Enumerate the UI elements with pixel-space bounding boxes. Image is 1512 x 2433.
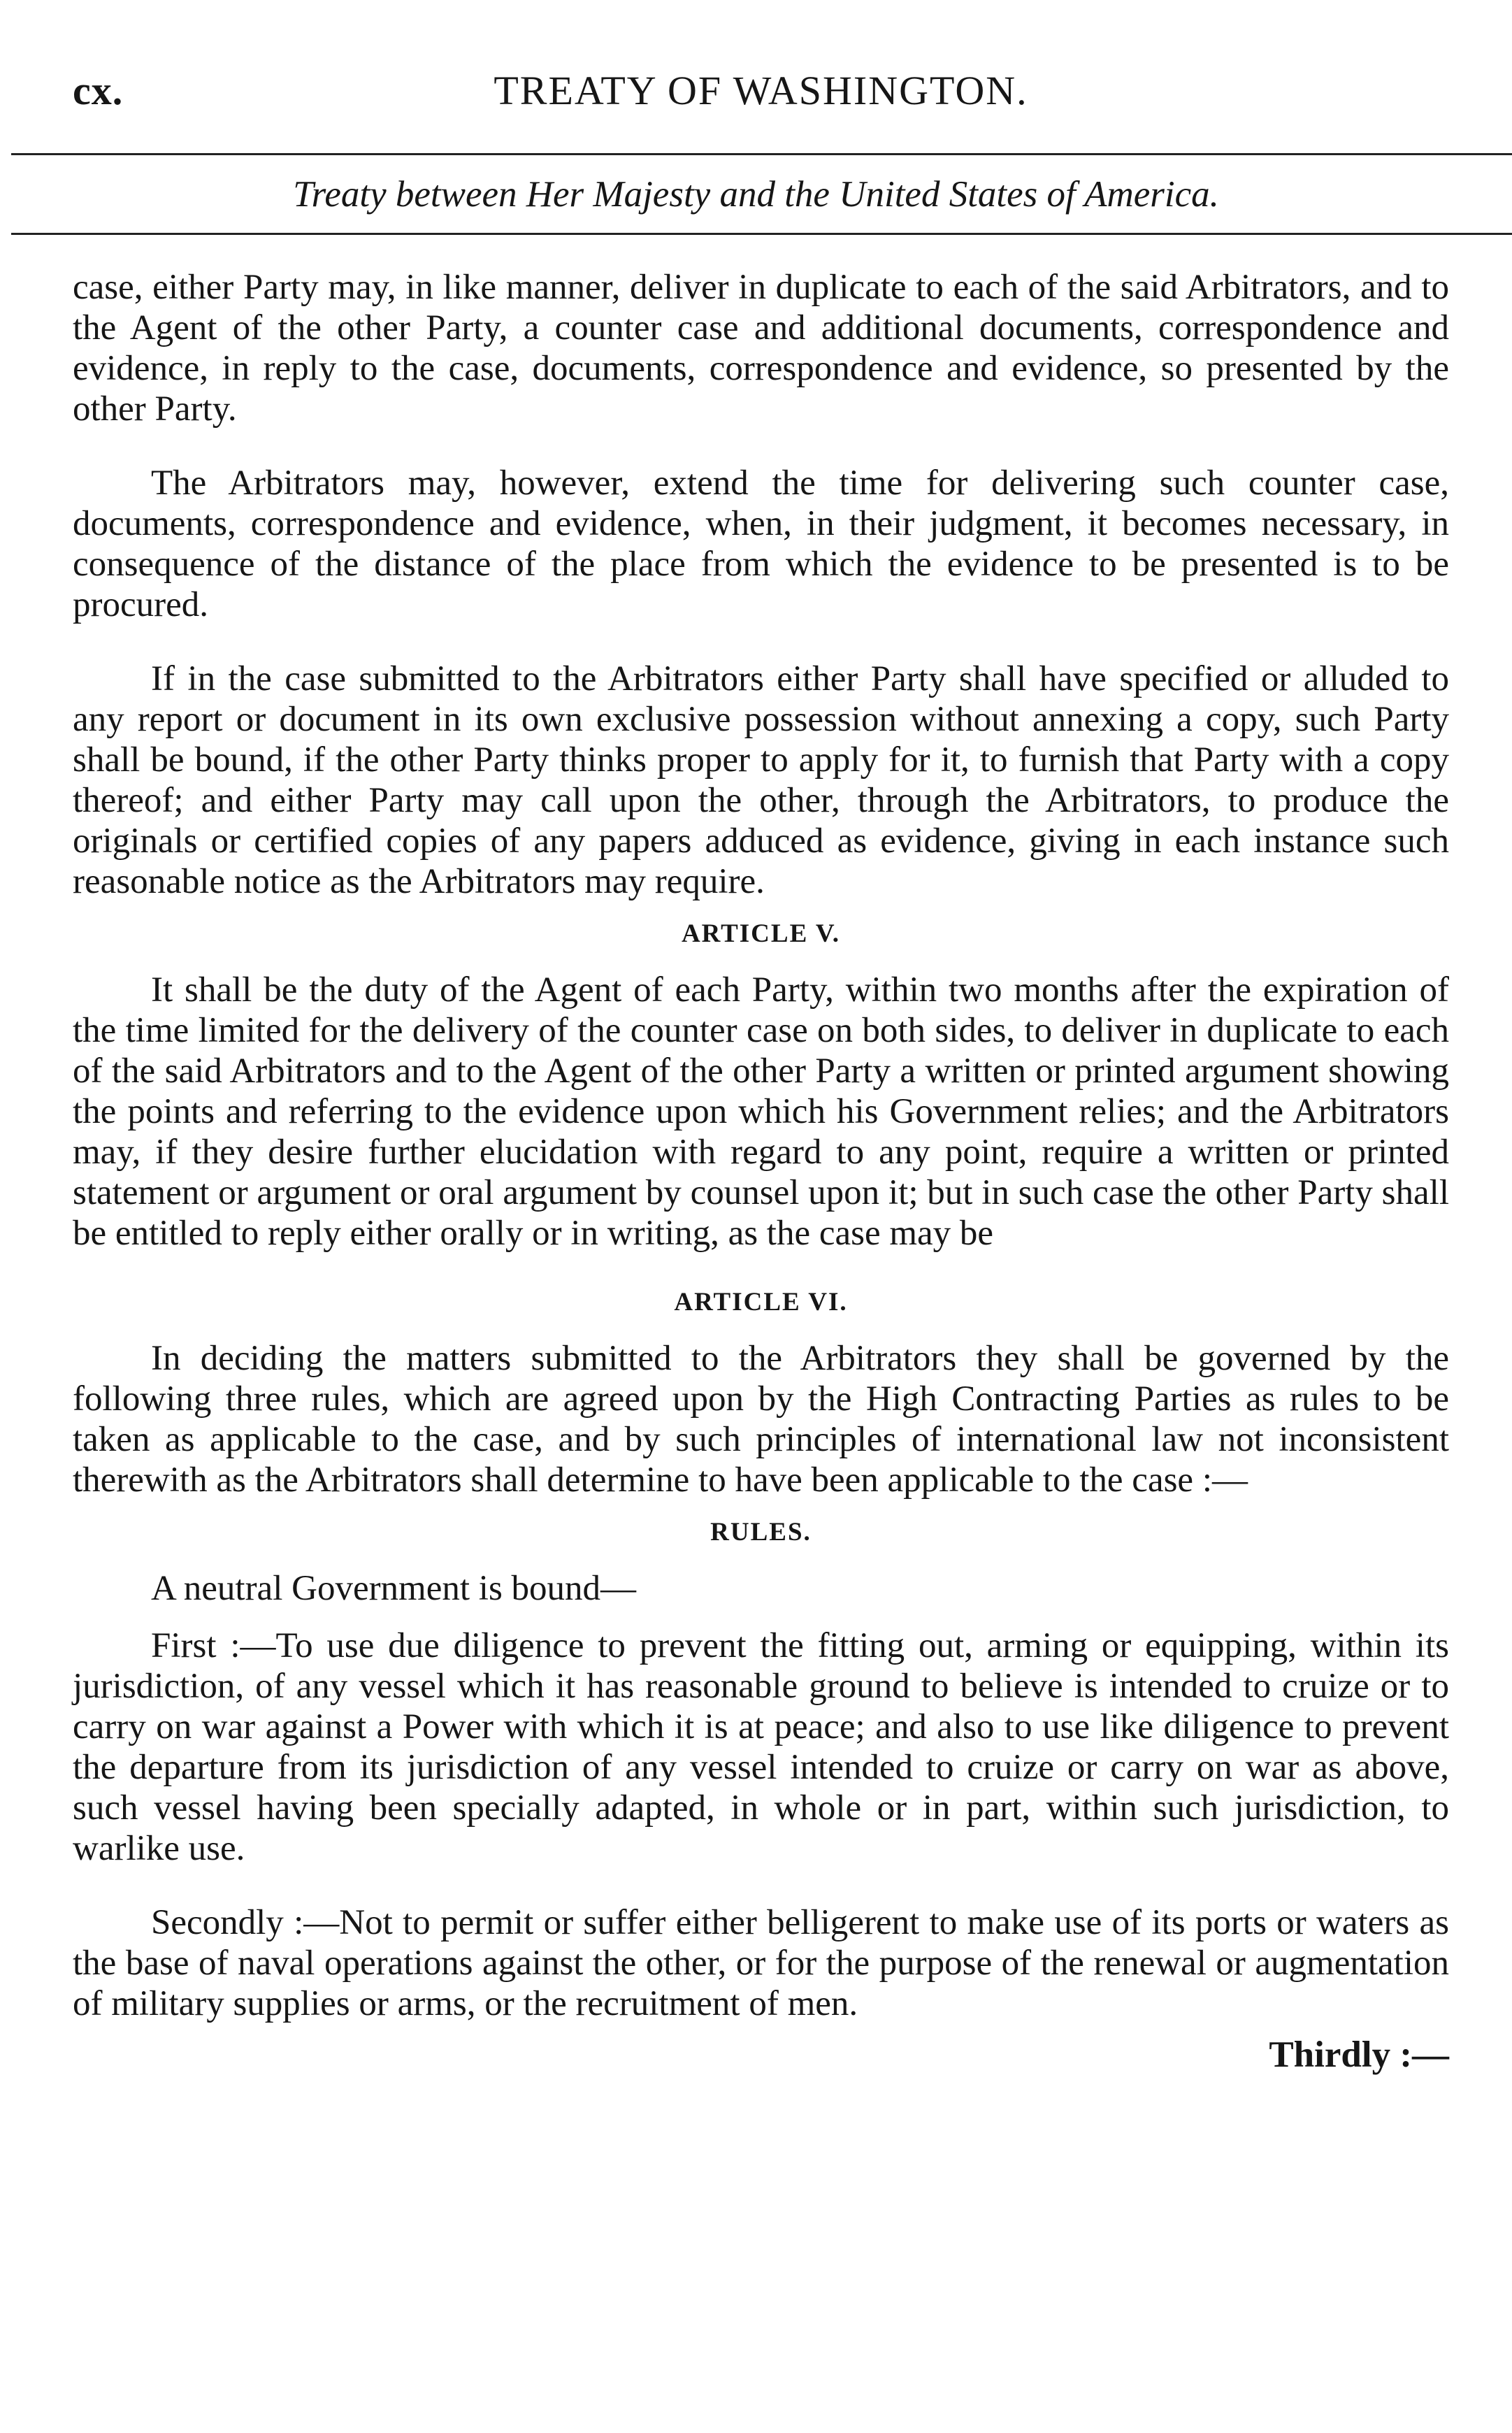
rules-heading: RULES.	[710, 1518, 812, 1546]
page-number: cx.	[73, 68, 124, 113]
rule-first: First :—To use due diligence to prevent the fitting out, arming or equipping, within its jurisdiction, of any vessel which it has reasonable ground to believe is intended to cruize or to carry on war against a Power with which it is at peace; and also to use like diligence to prevent the departure from its jurisdiction of any vessel intended to cruize or carry on war as above, such vessel having been specially adapted, in whole or in part, within such jurisdiction, to warlike use.	[73, 1626, 1449, 1868]
running-title: TREATY OF WASHINGTON.	[494, 68, 1028, 113]
article-v-heading: ARTICLE V.	[681, 919, 841, 948]
article-vi-heading: ARTICLE VI.	[674, 1288, 848, 1316]
paragraph-article-v: It shall be the duty of the Agent of each Party, within two months after the expiration of the time limited for the delivery of the counter case on both sides, to deliver in duplicate to each of the said Arbitrators and to the Agent of the other Party a written or printed argument showing the points and referring to the evidence upon which his Government relies; and the Arbitrators may, if they desire further elucidation with regard to any point, require a written or printed statement or argument or oral argument by counsel upon it; but in such case the other Party shall be entitled to reply either orally or in writing, as the case may be	[73, 970, 1449, 1253]
header-rule-bottom	[11, 233, 1512, 235]
rule-secondly: Secondly :—Not to permit or suffer either belligerent to make use of its ports or waters as the base of naval operations against the other, or for the purpose of the renewal or augmentation of military supplies or arms, or the recruitment of men.	[73, 1903, 1449, 2023]
document-body	[73, 267, 1449, 2076]
paragraph-documents: If in the case submitted to the Arbitrators either Party shall have specified or alluded to any report or document in its own exclusive possession without annexing a copy, such Party shall be bound, if the other Party thinks proper to apply for it, to furnish that Party with a copy thereof; and either Party may call upon the other, through the Arbitrators, to produce the originals or certified copies of any papers adduced as evidence, giving in each instance such reasonable notice as the Arbitrators may require.	[73, 659, 1449, 901]
header-rule-top	[11, 153, 1512, 155]
paragraph-counter-case: case, either Party may, in like manner, deliver in duplicate to each of the said Arbitrators, and to the Agent of the other Party, a counter case and additional documents, correspondence and evidence, in reply to the case, documents, correspondence and evidence, so presented by the other Party.	[73, 268, 1449, 429]
paragraph-neutral-government: A neutral Government is bound—	[151, 1569, 637, 1608]
page-header	[73, 0, 1449, 143]
paragraph-article-vi: In deciding the matters submitted to the Arbitrators they shall be governed by the following three rules, which are agreed upon by the High Contracting Parties as rules to be taken as applicable to the case, and by such principles of international law not inconsistent therewith as the Arbitrators shall determine to have been applicable to the case :—	[73, 1339, 1449, 1500]
treaty-subtitle: Treaty between Her Majesty and the United States of America.	[293, 174, 1219, 215]
paragraph-extend-time: The Arbitrators may, however, extend the time for delivering such counter case, documents, correspondence and evidence, when, in their judgment, it becomes necessary, in consequence of the distance of the place from which the evidence to be presented is to be procured.	[73, 464, 1449, 624]
catchword: Thirdly :—	[1269, 2034, 1449, 2075]
